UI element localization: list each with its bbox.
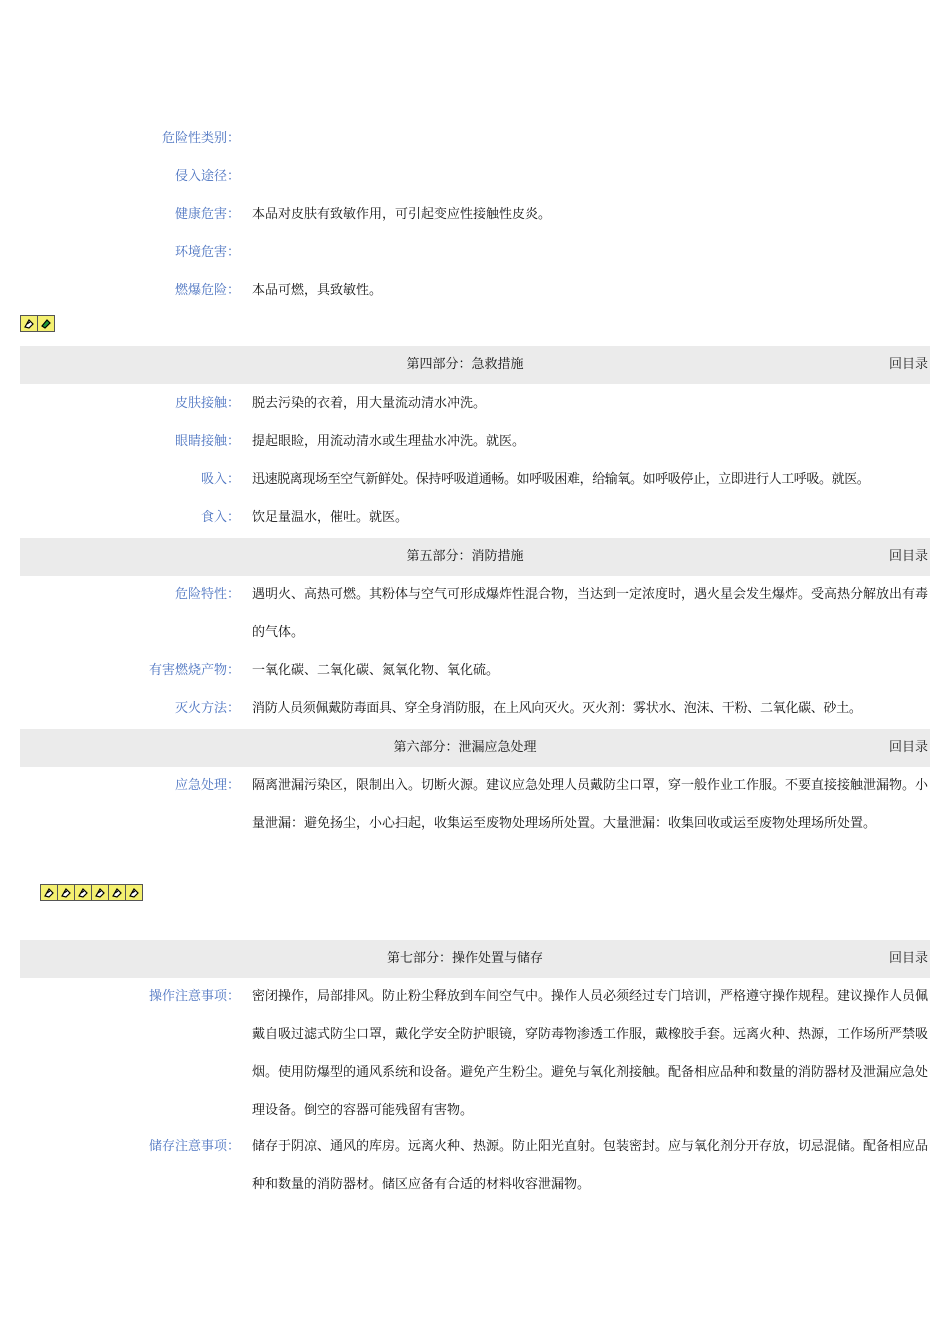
- field-value: 饮足量温水，催吐。就医。: [252, 510, 409, 525]
- hazard-pictogram-icon: [37, 315, 55, 332]
- section-header: [20, 538, 930, 576]
- section-header: [20, 729, 930, 767]
- back-to-toc-link[interactable]: 回目录: [888, 740, 928, 755]
- field-label: 皮肤接触：: [174, 396, 240, 411]
- back-to-toc-link[interactable]: 回目录: [888, 357, 928, 372]
- hazard-pictogram-icon: [91, 884, 109, 901]
- field-value: 提起眼睑，用流动清水或生理盐水冲洗。就医。: [252, 434, 526, 449]
- section-header: [20, 940, 930, 978]
- field-label: 应急处理：: [174, 778, 240, 793]
- section-title: 第四部分：急救措施: [406, 357, 524, 372]
- hazard-pictogram-icon: [108, 884, 126, 901]
- hazard-pictogram-icon: [74, 884, 92, 901]
- field-label: 危险性类别：: [161, 131, 240, 146]
- hazard-pictogram-icon: [125, 884, 143, 901]
- field-value: 密闭操作，局部排风。防止粉尘释放到车间空气中。操作人员必须经过专门培训，严格遵守操作规程。建议操作人员佩戴自吸过滤式防尘口罩，戴化学安全防护眼镜，穿防毒物渗透工作服，戴橡胶手套。远离火种、热源，工作场所严禁吸烟。使用防爆型的通风系统和设备。避免产生粉尘。避免与氧化剂接触。配备相应品种和数量的消防器材及泄漏应急处理设备。倒空的容器可能残留有害物。: [252, 989, 929, 1118]
- field-label: 侵入途径：: [174, 169, 240, 184]
- field-label: 储存注意事项：: [148, 1139, 240, 1154]
- section-title: 第七部分：操作处置与储存: [386, 951, 543, 966]
- field-label: 健康危害：: [174, 207, 240, 222]
- field-value: 遇明火、高热可燃。其粉体与空气可形成爆炸性混合物，当达到一定浓度时，遇火星会发生爆炸。受高热分解放出有毒的气体。: [252, 587, 929, 640]
- hazard-pictogram-icon: [57, 884, 75, 901]
- back-to-toc-link[interactable]: 回目录: [888, 951, 928, 966]
- hazard-icons: [20, 315, 54, 332]
- field-value: 隔离泄漏污染区，限制出入。切断火源。建议应急处理人员戴防尘口罩，穿一般作业工作服。不要直接接触泄漏物。小量泄漏：避免扬尘，小心扫起，收集运至废物处理场所处置。大量泄漏：收集回收或运至废物处理场所处置。: [252, 778, 929, 831]
- field-label: 环境危害：: [174, 245, 240, 260]
- field-value: 消防人员须佩戴防毒面具、穿全身消防服，在上风向灭火。灭火剂：雾状水、泡沫、干粉、二氧化碳、砂土。: [252, 701, 862, 716]
- field-label: 危险特性：: [174, 587, 240, 602]
- field-label: 食入：: [200, 510, 240, 525]
- field-value: 脱去污染的衣着，用大量流动清水冲洗。: [252, 396, 487, 411]
- field-value: 迅速脱离现场至空气新鲜处。保持呼吸道通畅。如呼吸困难，给输氧。如呼吸停止，立即进行人工呼吸。就医。: [252, 472, 870, 487]
- section-title: 第六部分：泄漏应急处理: [393, 740, 537, 755]
- hazard-pictogram-icon: [20, 315, 38, 332]
- field-label: 有害燃烧产物：: [148, 663, 240, 678]
- hazard-icons: [40, 884, 142, 901]
- field-value: 本品可燃，具致敏性。: [252, 283, 383, 298]
- field-label: 吸入：: [200, 472, 240, 487]
- section-header: [20, 346, 930, 384]
- field-value: 一氧化碳、二氧化碳、氮氧化物、氧化硫。: [252, 663, 500, 678]
- field-label: 燃爆危险：: [174, 283, 240, 298]
- field-label: 操作注意事项：: [148, 989, 240, 1004]
- section-title: 第五部分：消防措施: [406, 549, 524, 564]
- field-label: 灭火方法：: [174, 701, 240, 716]
- hazard-pictogram-icon: [40, 884, 58, 901]
- back-to-toc-link[interactable]: 回目录: [888, 549, 928, 564]
- field-value: 本品对皮肤有致敏作用，可引起变应性接触性皮炎。: [252, 207, 552, 222]
- field-label: 眼睛接触：: [174, 434, 240, 449]
- field-value: 储存于阴凉、通风的库房。远离火种、热源。防止阳光直射。包装密封。应与氧化剂分开存放，切忌混储。配备相应品种和数量的消防器材。储区应备有合适的材料收容泄漏物。: [252, 1139, 929, 1192]
